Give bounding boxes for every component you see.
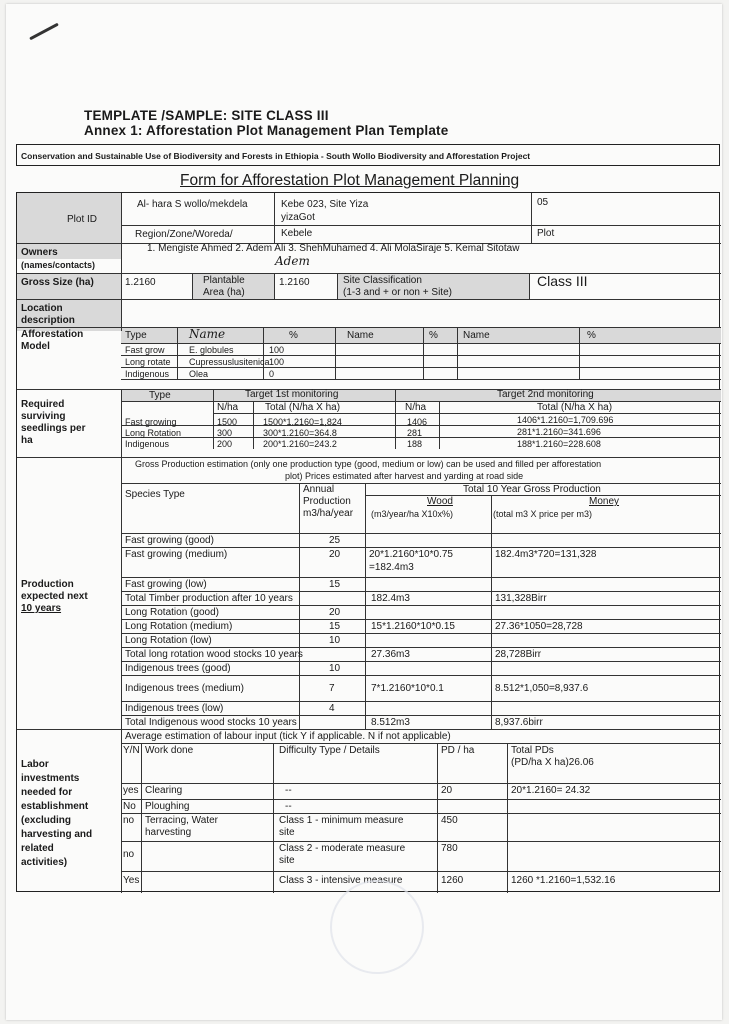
nha-header-2: N/ha <box>405 402 427 413</box>
region-value: Al- hara S wollo/mekdela <box>137 199 248 210</box>
production-row-money: 28,728Birr <box>495 649 542 660</box>
production-row-annual: 15 <box>329 579 341 590</box>
seedling-row-t2: 188*1.2160=228.608 <box>517 439 601 449</box>
gross-size-label: Gross Size (ha) <box>21 277 94 288</box>
labor-row-pd: 1260 <box>441 875 464 886</box>
production-row-annual: 25 <box>329 535 341 546</box>
model-row-pct: 0 <box>269 369 275 379</box>
annual-header: Annual <box>303 484 335 495</box>
production-row-label: Fast growing (medium) <box>125 549 228 560</box>
production-row-annual: 10 <box>329 635 341 646</box>
plantable-label: Plantable <box>203 275 245 286</box>
plantable-value: 1.2160 <box>279 277 310 288</box>
annex-title: Annex 1: Afforestation Plot Management Plan Template <box>84 123 449 138</box>
production-row-label: Total Indigenous wood stocks 10 years <box>125 717 297 728</box>
region-label: Region/Zone/Woreda/ <box>135 229 233 240</box>
labor-row-work: Clearing <box>145 785 183 796</box>
seedling-row-t1: 1500*1.2160=1,824 <box>263 417 342 427</box>
production-label: 10 years <box>21 603 62 614</box>
form-table <box>16 192 720 892</box>
plot-label: Plot <box>537 228 555 239</box>
production-row-label: Fast growing (low) <box>125 579 207 590</box>
plantable-label-2: Area (ha) <box>203 287 245 298</box>
target-1-header: Target 1st monitoring <box>245 389 339 400</box>
production-row-annual: 20 <box>329 607 341 618</box>
site-class-sublabel: (1-3 and + or non + Site) <box>343 287 452 298</box>
labor-label: harvesting and <box>21 829 93 840</box>
labor-label: investments <box>21 773 80 784</box>
production-note: Gross Production estimation (only one production type (good, medium or low) can be used and filled per afforestation <box>135 459 602 469</box>
handwritten-adem: Adem <box>275 254 310 268</box>
labor-row-difficulty: Class 1 - minimum measure <box>279 815 404 826</box>
production-label: Production <box>21 579 74 590</box>
money-header: Money <box>589 496 620 507</box>
labor-row-total: 20*1.2160= 24.32 <box>511 785 591 796</box>
production-row-wood: 20*1.2160*10*0.75 <box>369 549 453 560</box>
total-header-1: Total (N/ha X ha) <box>265 402 341 413</box>
model-row-type: Fast grow <box>125 345 165 355</box>
faded-stamp <box>330 880 424 974</box>
wood-subheader: (m3/year/ha X10x%) <box>371 509 454 519</box>
model-row-name: Cupressuslusitenica <box>189 357 270 367</box>
labor-row-pd: 20 <box>441 785 453 796</box>
labor-row-yn: Yes <box>123 875 140 886</box>
labor-label: needed for <box>21 787 73 798</box>
labor-row-difficulty: -- <box>285 801 292 812</box>
kebele-value: Kebe 023, Site Yiza <box>281 199 369 210</box>
template-title: TEMPLATE /SAMPLE: SITE CLASS III <box>84 108 329 123</box>
production-row-wood: 15*1.2160*10*0.15 <box>371 621 455 632</box>
wood-header: Wood <box>427 496 453 507</box>
labor-row-difficulty-2: site <box>279 827 295 838</box>
model-header-type: Type <box>125 330 147 341</box>
seedling-row-t1: 200*1.2160=243.2 <box>263 439 337 449</box>
owners-label: Owners <box>21 247 58 258</box>
kebele-value-2: yizaGot <box>281 212 315 223</box>
production-row-label: Total Timber production after 10 years <box>125 593 293 604</box>
production-row-money: 182.4m3*720=131,328 <box>495 549 597 560</box>
plot-number: 05 <box>537 197 549 208</box>
seedling-row-n2: 188 <box>407 439 423 449</box>
labor-row-work: Ploughing <box>145 801 190 812</box>
model-header-pct-3: % <box>587 330 596 341</box>
labor-row-difficulty: Class 2 - moderate measure <box>279 843 406 854</box>
production-row-annual: 15 <box>329 621 341 632</box>
seedling-row-n2: 281 <box>407 428 423 438</box>
model-row-type: Indigenous <box>125 369 170 379</box>
model-label-2: Model <box>21 341 50 352</box>
production-row-wood: 8.512m3 <box>371 717 410 728</box>
seedling-row-n1: 200 <box>217 439 233 449</box>
seedling-row-t2: 1406*1.2160=1,709.696 <box>517 415 614 425</box>
model-header-name-1: Name <box>189 327 226 341</box>
production-row-annual: 10 <box>329 663 341 674</box>
labor-label: (excluding <box>21 815 72 826</box>
seedling-row-type: Long Rotation <box>125 428 182 438</box>
total-header-2: Total (N/ha X ha) <box>537 402 613 413</box>
labor-yn-header: Y/N <box>123 745 140 756</box>
seedling-row-t1: 300*1.2160=364.8 <box>263 428 337 438</box>
plot-id-label: Plot ID <box>67 214 98 225</box>
labor-row-total: 1260 *1.2160=1,532.16 <box>511 875 616 886</box>
model-row-name: Olea <box>189 369 209 379</box>
production-row-wood: 7*1.2160*10*0.1 <box>371 683 444 694</box>
model-header-name-3: Name <box>463 330 490 341</box>
production-row-label: Long Rotation (low) <box>125 635 212 646</box>
owners-value: 1. Mengiste Ahmed 2. Adem Ali 3. ShehMuhamed 4. Ali MolaSiraje 5. Kemal Sitotaw <box>147 243 520 254</box>
seedling-row-type: Indigenous <box>125 439 170 449</box>
seedlings-label: surviving <box>21 411 66 422</box>
conservation-banner: Conservation and Sustainable Use of Biodiversity and Forests in Ethiopia - South Wollo Biodiversity and Afforestation Project <box>16 144 720 166</box>
labor-row-yn: No <box>123 801 136 812</box>
labor-row-pd: 780 <box>441 843 458 854</box>
labor-row-difficulty: -- <box>285 785 292 796</box>
seedlings-label: Required <box>21 399 65 410</box>
total10-header: Total 10 Year Gross Production <box>463 484 601 495</box>
model-row-pct: 100 <box>269 345 285 355</box>
production-row-money: 8,937.6birr <box>495 717 543 728</box>
model-row-name: E. globules <box>189 345 234 355</box>
seedling-row-n1: 300 <box>217 428 233 438</box>
production-row-wood: 182.4m3 <box>371 593 410 604</box>
production-row-label: Indigenous trees (medium) <box>125 683 244 694</box>
production-row-label: Indigenous trees (good) <box>125 663 231 674</box>
model-header-name-2: Name <box>347 330 374 341</box>
production-row-label: Fast growing (good) <box>125 535 214 546</box>
labor-row-difficulty-2: site <box>279 855 295 866</box>
seedling-row-n2: 1406 <box>407 417 428 427</box>
production-note-2: plot) Prices estimated after harvest and yarding at road side <box>285 471 524 481</box>
labor-label: establishment <box>21 801 89 812</box>
model-label: Afforestation <box>21 329 84 340</box>
production-row-money: 131,328Birr <box>495 593 547 604</box>
model-header-pct-2: % <box>429 330 438 341</box>
labor-row-yn: no <box>123 849 135 860</box>
model-header-pct-1: % <box>289 330 298 341</box>
labor-row-pd: 450 <box>441 815 458 826</box>
labor-row-work-2: harvesting <box>145 827 192 838</box>
labor-row-yn: yes <box>123 785 139 796</box>
nha-header-1: N/ha <box>217 402 239 413</box>
production-row-money: 27.36*1050=28,728 <box>495 621 583 632</box>
seedling-row-type: Fast growing <box>125 417 177 427</box>
labor-difficulty-header: Difficulty Type / Details <box>279 745 380 756</box>
money-subheader: (total m3 X price per m3) <box>493 509 593 519</box>
target-2-header: Target 2nd monitoring <box>497 389 594 400</box>
seedling-row-n1: 1500 <box>217 417 238 427</box>
production-row-label: Long Rotation (good) <box>125 607 219 618</box>
seedling-type-header: Type <box>149 390 171 401</box>
production-row-label: Long Rotation (medium) <box>125 621 233 632</box>
labor-row-difficulty: Class 3 - intensive measure <box>279 875 403 886</box>
production-row-wood-2: =182.4m3 <box>369 562 414 573</box>
model-row-pct: 100 <box>269 357 285 367</box>
labor-totalpds-header-2: (PD/ha X ha)26.06 <box>511 757 594 768</box>
labor-note: Average estimation of labour input (tick Y if applicable. N if not applicable) <box>125 731 451 742</box>
seedlings-label: ha <box>21 435 33 446</box>
model-row-type: Long rotate <box>125 357 171 367</box>
production-row-money: 8.512*1,050=8,937.6 <box>495 683 589 694</box>
production-row-annual: 20 <box>329 549 341 560</box>
labor-row-work: Terracing, Water <box>145 815 218 826</box>
labor-label: activities) <box>21 857 68 868</box>
production-row-annual: 4 <box>329 703 335 714</box>
production-label: expected next <box>21 591 88 602</box>
production-row-label: Indigenous trees (low) <box>125 703 224 714</box>
site-class-label: Site Classification <box>343 275 422 286</box>
production-row-wood: 27.36m3 <box>371 649 410 660</box>
labor-label: related <box>21 843 54 854</box>
form-title: Form for Afforestation Plot Management Planning <box>180 172 520 189</box>
annual-header-3: m3/ha/year <box>303 508 354 519</box>
kebele-label: Kebele <box>281 228 313 239</box>
owners-sublabel: (names/contacts) <box>21 260 96 270</box>
annual-header-2: Production <box>303 496 351 507</box>
species-type-header: Species Type <box>125 489 185 500</box>
labor-totalpds-header: Total PDs <box>511 745 554 756</box>
location-label: Location <box>21 303 63 314</box>
labor-pdha-header: PD / ha <box>441 745 475 756</box>
location-label-2: description <box>21 315 75 326</box>
labor-row-yn: no <box>123 815 135 826</box>
production-row-annual: 7 <box>329 683 335 694</box>
production-row-label: Total long rotation wood stocks 10 years <box>125 649 303 660</box>
site-class-value: Class III <box>537 273 588 289</box>
seedlings-label: seedlings per <box>21 423 86 434</box>
seedling-row-t2: 281*1.2160=341.696 <box>517 427 601 437</box>
gross-size-value: 1.2160 <box>125 277 156 288</box>
labor-label: Labor <box>21 759 49 770</box>
labor-work-header: Work done <box>145 745 194 756</box>
